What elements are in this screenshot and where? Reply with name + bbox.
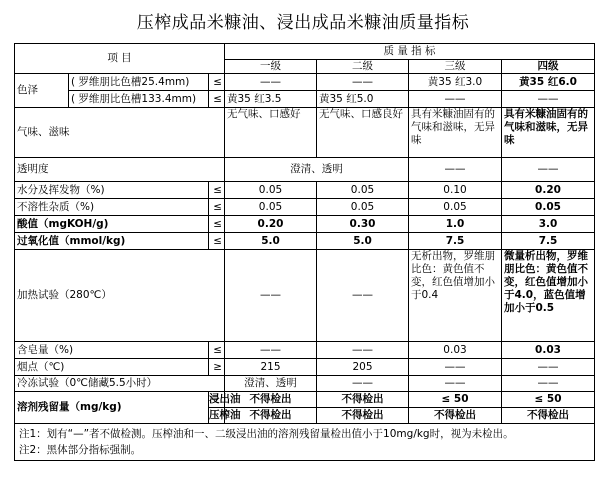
soap-v3: 0.03: [409, 342, 502, 359]
impurity-sym: ≤: [209, 199, 225, 216]
header-grade-1: 一级: [225, 60, 317, 74]
smoke-v3: ——: [409, 359, 502, 376]
impurity-v4: 0.05: [502, 199, 595, 216]
acid-v3: 1.0: [409, 216, 502, 233]
impurity-v1: 0.05: [225, 199, 317, 216]
freeze-v1: 澄清、透明: [225, 376, 317, 392]
color1-v4: 黄35 红6.0: [502, 74, 595, 91]
solvent-label: 溶剂残留量（mg/kg): [15, 392, 209, 424]
freeze-v2: ——: [317, 376, 409, 392]
solvent-v2-1: 不得检出: [225, 408, 317, 424]
acid-v1: 0.20: [225, 216, 317, 233]
solvent-v1-2: 不得检出: [317, 392, 409, 408]
peroxide-v1: 5.0: [225, 233, 317, 250]
heating-v3: 无析出物，罗维朋比色：黄色值不变，红色值增加小于0.4: [409, 250, 502, 342]
color2-v1: 黄35 红3.5: [225, 91, 317, 108]
clarity-v4: ——: [502, 158, 595, 182]
moisture-v1: 0.05: [225, 182, 317, 199]
moisture-v2: 0.05: [317, 182, 409, 199]
acid-sym: ≤: [209, 216, 225, 233]
color1-v2: ——: [317, 74, 409, 91]
smoke-v4: ——: [502, 359, 595, 376]
acid-label: 酸值（mgKOH/g): [15, 216, 209, 233]
impurity-v2: 0.05: [317, 199, 409, 216]
freeze-v3: ——: [409, 376, 502, 392]
heating-label: 加热试验（280℃）: [15, 250, 225, 342]
heating-v2: ——: [317, 250, 409, 342]
acid-v4: 3.0: [502, 216, 595, 233]
impurity-label: 不溶性杂质（%): [15, 199, 209, 216]
color2-label: ( 罗维朋比色槽133.4mm): [69, 91, 209, 108]
peroxide-sym: ≤: [209, 233, 225, 250]
header-item: 项 目: [15, 44, 225, 74]
solvent-v2-4: 不得检出: [502, 408, 595, 424]
moisture-v3: 0.10: [409, 182, 502, 199]
color2-sym: ≤: [209, 91, 225, 108]
color1-v1: ——: [225, 74, 317, 91]
odor-label: 气味、滋味: [15, 108, 225, 158]
smoke-v1: 215: [225, 359, 317, 376]
solvent-sub2-text: 压榨油: [209, 409, 241, 421]
solvent-sub2: [209, 408, 241, 424]
page-title: 压榨成品米糠油、浸出成品米糠油质量指标: [136, 13, 470, 33]
color2-v2: 黄35 红5.0: [317, 91, 409, 108]
solvent-v2-3: 不得检出: [409, 408, 502, 424]
odor-v2: 无气味、口感良好: [317, 108, 409, 158]
solvent-v1-3: ≤ 50: [409, 392, 502, 408]
soap-v2: ——: [317, 342, 409, 359]
peroxide-v3: 7.5: [409, 233, 502, 250]
header-quality: 质 量 指 标: [225, 44, 595, 60]
note-1: 注1：划有“—”者不做检测。压榨油和一、二级浸出油的溶剂残留量检出值小于10mg/kg时，视为未检出。: [19, 428, 514, 440]
solvent-sub1: [209, 392, 241, 408]
odor-v4: 具有米糠油固有的气味和滋味，无异味: [502, 108, 595, 158]
clarity-label: 透明度: [15, 158, 225, 182]
peroxide-v2: 5.0: [317, 233, 409, 250]
moisture-label: 水分及挥发物（%): [15, 182, 209, 199]
header-grade-3: 三级: [409, 60, 502, 74]
acid-v2: 0.30: [317, 216, 409, 233]
color2-v3: ——: [409, 91, 502, 108]
odor-v3: 具有米糠油固有的气味和滋味，无异味: [409, 108, 502, 158]
impurity-v3: 0.05: [409, 199, 502, 216]
solvent-sub1-text: 浸出油: [209, 393, 241, 405]
heating-v4: 微量析出物，罗维朋比色：黄色值不变，红色值增加小于4.0，蓝色值增加小于0.5: [502, 250, 595, 342]
note-2: 注2：黑体部分指标强制。: [19, 444, 142, 456]
color2-v4: ——: [502, 91, 595, 108]
color1-v3: 黄35 红3.0: [409, 74, 502, 91]
freeze-v4: ——: [502, 376, 595, 392]
soap-sym: ≤: [209, 342, 225, 359]
header-grade-2: 二级: [317, 60, 409, 74]
moisture-v4: 0.20: [502, 182, 595, 199]
soap-v1: ——: [225, 342, 317, 359]
color1-label: ( 罗维朋比色槽25.4mm): [69, 74, 209, 91]
peroxide-v4: 7.5: [502, 233, 595, 250]
clarity-v12: 澄清、透明: [225, 158, 409, 182]
odor-v1: 无气味、口感好: [225, 108, 317, 158]
heating-v1: ——: [225, 250, 317, 342]
smoke-sym: ≥: [209, 359, 225, 376]
solvent-v1-4: ≤ 50: [502, 392, 595, 408]
solvent-v1-1: 不得检出: [225, 392, 317, 408]
solvent-v2-2: 不得检出: [317, 408, 409, 424]
smoke-label: 烟点（℃): [15, 359, 209, 376]
smoke-v2: 205: [317, 359, 409, 376]
peroxide-label: 过氧化值（mmol/kg): [15, 233, 209, 250]
moisture-sym: ≤: [209, 182, 225, 199]
freeze-label: 冷冻试验（0℃储藏5.5小时）: [15, 376, 225, 392]
color-group-label: 色泽: [15, 74, 69, 108]
notes-cell: [15, 424, 595, 461]
header-grade-4: 四级: [502, 60, 595, 74]
color1-sym: ≤: [209, 74, 225, 91]
clarity-v3: ——: [409, 158, 502, 182]
soap-label: 含皂量（%): [15, 342, 209, 359]
soap-v4: 0.03: [502, 342, 595, 359]
quality-table: [14, 43, 595, 461]
